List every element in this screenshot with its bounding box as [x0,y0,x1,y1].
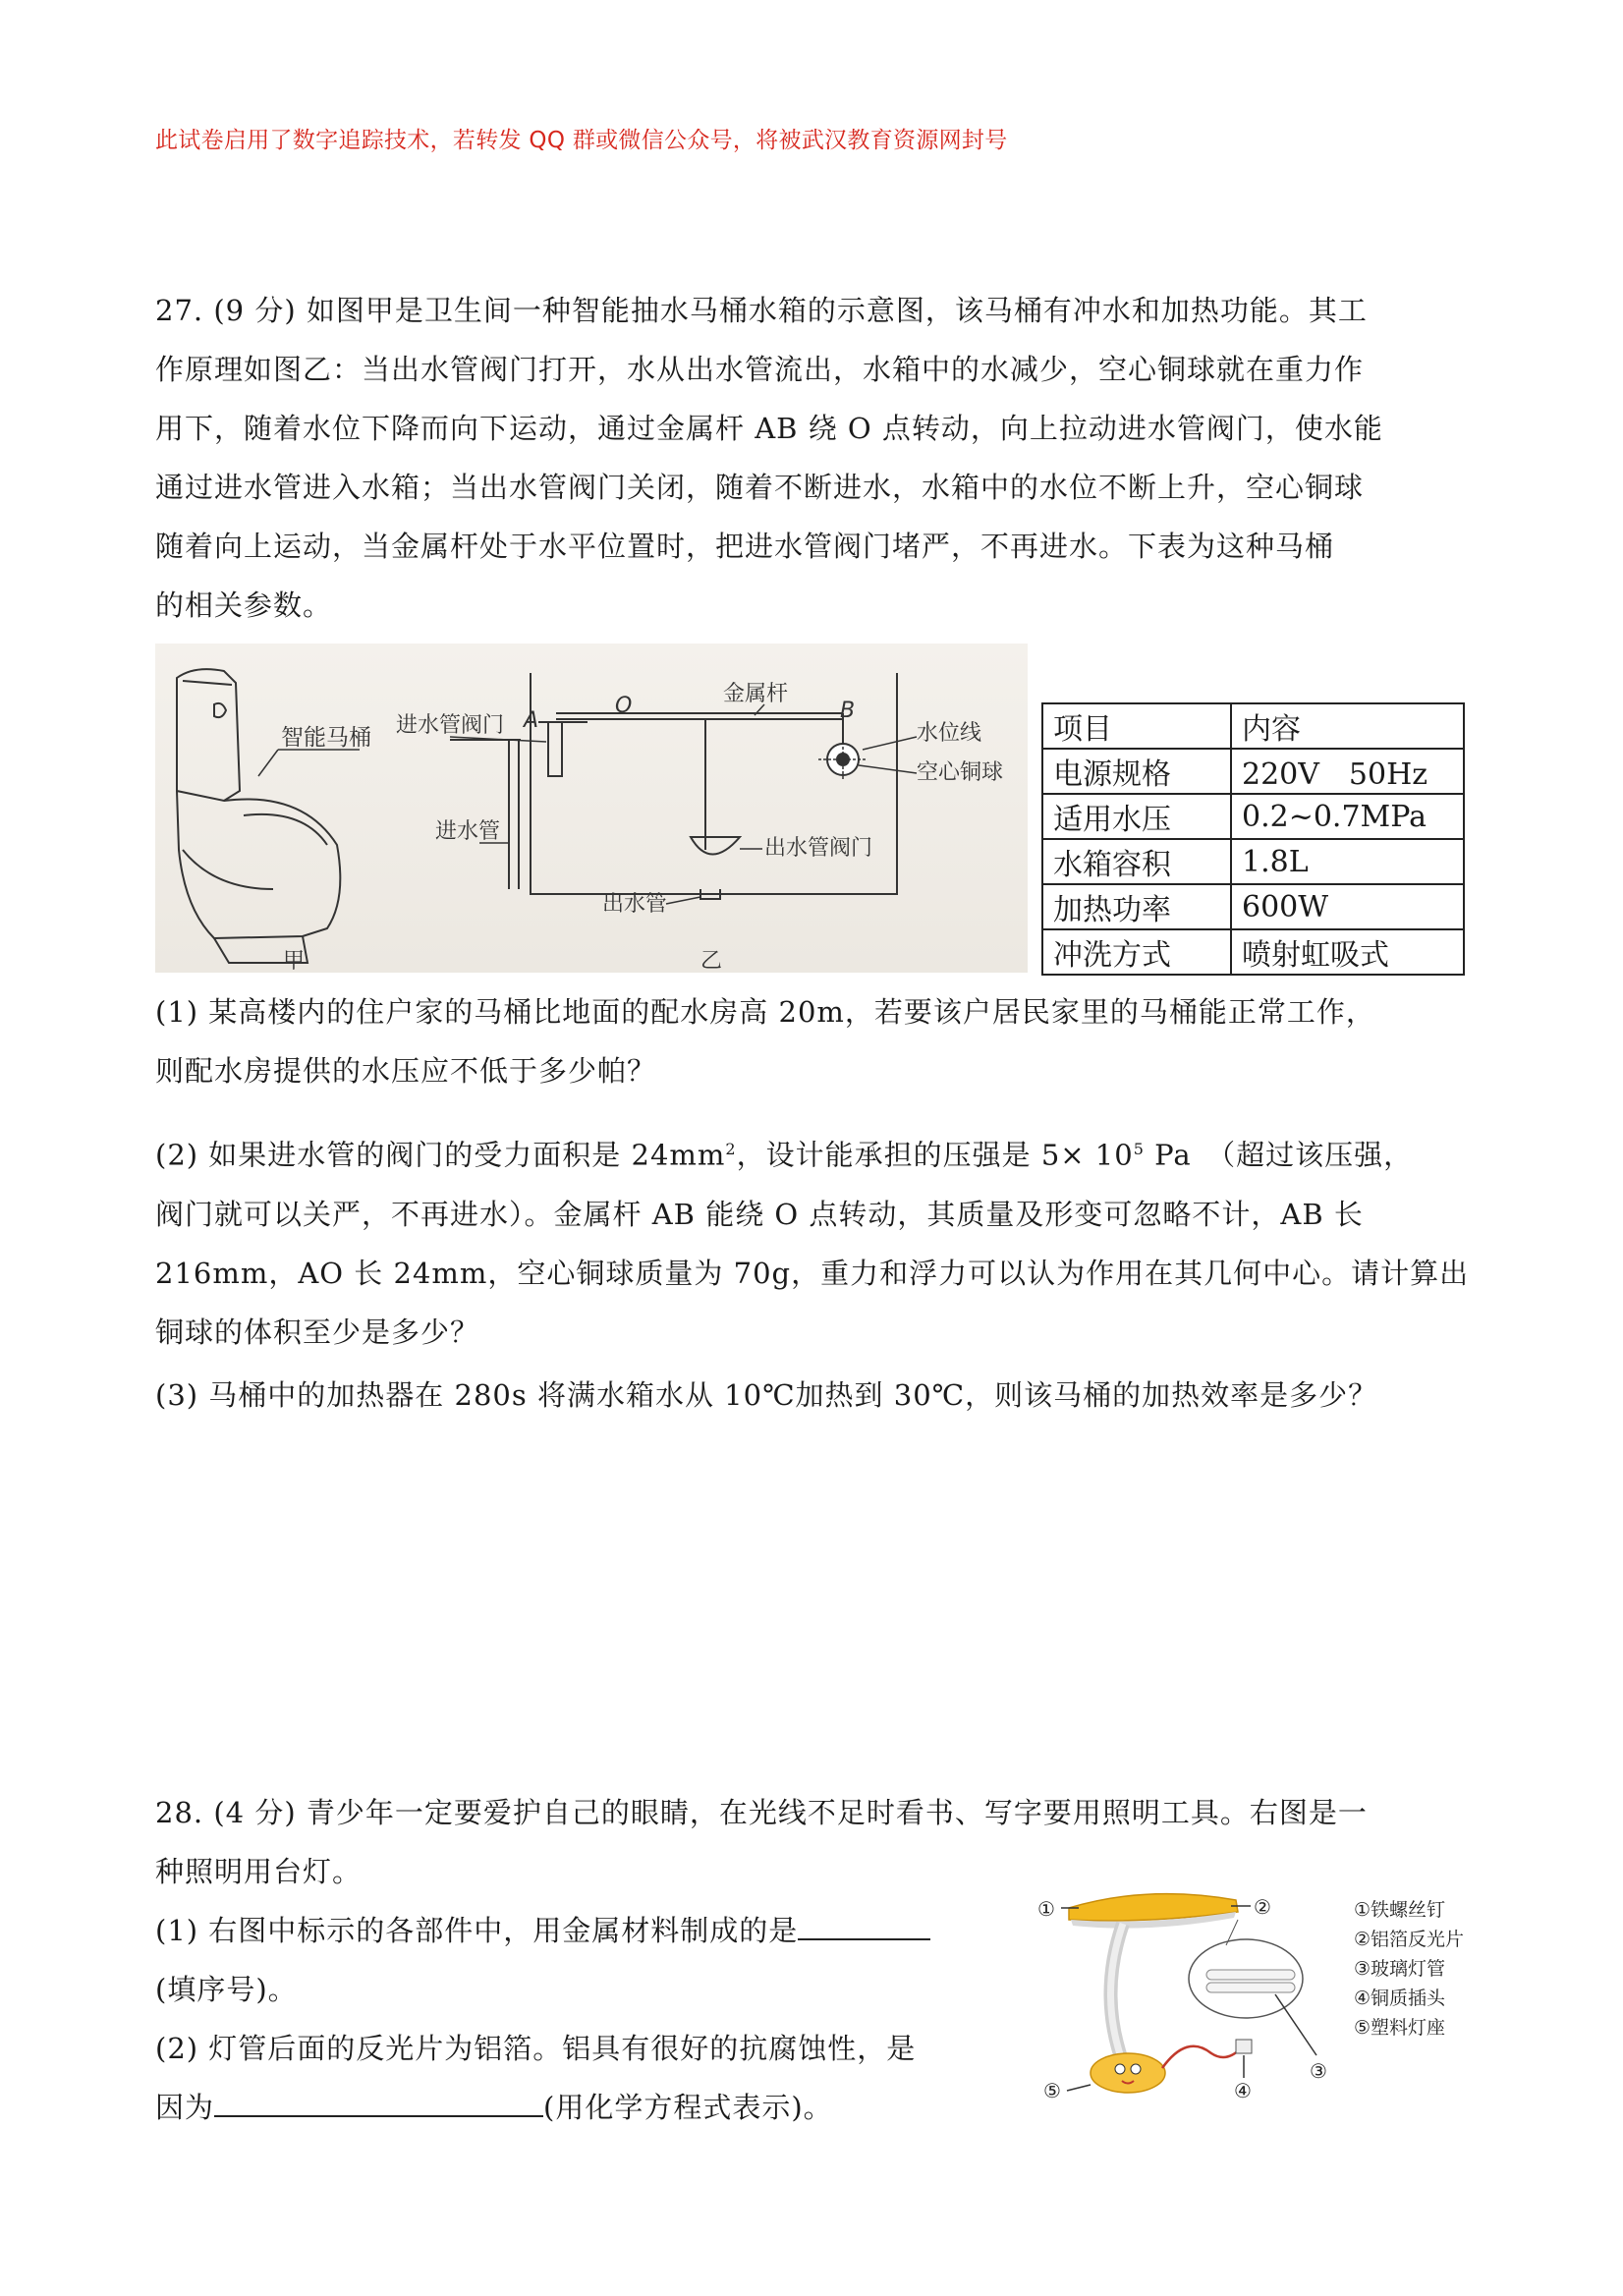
marker-5: ⑤ [1043,2079,1061,2102]
answer-blank-1[interactable] [798,1905,930,1940]
tank-schematic [450,673,897,899]
label-rod: 金属杆 [723,682,789,706]
label-ball: 空心铜球 [917,760,1004,785]
q27-sub3 [155,1366,1477,1425]
table-cell: 0.2~0.7MPa [1231,794,1464,839]
parameter-table [1041,702,1465,976]
q28-sub1-text: (1) 右图中标示的各部件中，用金属材料制成的是 [155,1914,799,1947]
table-cell: 内容 [1231,703,1464,749]
q28-sub2-line1: (2) 灯管后面的反光片为铝箔。铝具有很好的抗腐蚀性，是 [155,2032,917,2065]
toilet-tank-diagram [155,644,1028,973]
legend-item: ②铝箔反光片 [1354,1929,1465,1950]
q27-line: 用下，随着水位下降而向下运动，通过金属杆 AB 绕 O 点转动，向上拉动进水管阀门，使水能 [155,412,1383,445]
marker-1: ① [1037,1897,1055,1921]
legend-item: ④铜质插头 [1354,1988,1446,2009]
label-outlet-pipe: 出水管 [602,892,668,917]
marker-4: ④ [1234,2079,1252,2102]
label-A: A [524,708,539,733]
label-yi: 乙 [700,949,723,973]
table-row [1042,839,1464,884]
q27-line: 通过进水管进入水箱；当出水管阀门关闭，随着不断进水，水箱中的水位不断上升，空心铜球 [155,471,1365,504]
table-row [1042,703,1464,749]
q28-sub2-text: (用化学方程式表示)。 [543,2091,833,2124]
desk-lamp-figure [1030,1876,1501,2102]
answer-blank-2[interactable] [214,2082,543,2117]
table-cell: 1.8L [1231,839,1464,884]
q27-sub2 [155,1120,1477,1362]
superscript: 2 [725,1140,737,1158]
q28-sub1-line1 [155,1901,930,1960]
tracking-notice: 此试卷启用了数字追踪技术，若转发 QQ 群或微信公众号，将被武汉教育资源网封号 [155,128,1008,153]
table-cell: 水箱容积 [1042,839,1231,884]
q27-line: 作原理如图乙：当出水管阀门打开，水从出水管流出，水箱中的水减少，空心铜球就在重力作 [155,353,1365,386]
q27-sub3-line: (3) 马桶中的加热器在 280s 将满水箱水从 10℃加热到 30℃，则该马桶的加热效率是多少？ [155,1378,1378,1412]
toilet-sketch [177,669,340,963]
label-jia: 甲 [283,949,306,973]
q27-intro [155,281,1477,635]
q27-sub1 [155,982,1477,1100]
marker-3: ③ [1310,2059,1327,2083]
table-cell: 冲洗方式 [1042,929,1231,975]
q27-line: 随着向上运动，当金属杆处于水平位置时，把进水管阀门堵严，不再进水。下表为这种马桶 [155,530,1335,563]
q27-sub2-text: (2) 如果进水管的阀门的受力面积是 24mm [155,1138,726,1172]
table-row [1042,794,1464,839]
legend-item: ⑤塑料灯座 [1354,2017,1446,2039]
table-cell: 适用水压 [1042,794,1231,839]
legend-item: ③玻璃灯管 [1354,1958,1446,1980]
label-toilet: 智能马桶 [281,725,371,751]
table-cell: 加热功率 [1042,884,1231,929]
legend-item: ①铁螺丝钉 [1354,1899,1446,1921]
table-cell: 项目 [1042,703,1231,749]
label-inlet-pipe: 进水管 [435,819,501,844]
table-cell: 600W [1231,884,1464,929]
q27-sub2-line1 [155,1120,1477,1185]
q28-sub2-text: 因为 [155,2091,215,2124]
table-row [1042,884,1464,929]
q28-line2: 种照明用台灯。 [155,1855,363,1888]
toilet-tank-figure [155,644,1028,973]
q28-sub2-line2 [155,2078,833,2137]
q27-sub2-line: 铜球的体积至少是多少？ [155,1315,480,1349]
superscript: 5 [1133,1140,1145,1158]
label-outlet-valve: 出水管阀门 [764,836,873,861]
q27-sub2-text: Pa （超过该压强， [1144,1138,1414,1172]
q27-line: 的相关参数。 [155,588,333,622]
q28-line1: 28. (4 分) 青少年一定要爱护自己的眼睛，在光线不足时看书、写字要用照明工具。右图是一 [155,1796,1368,1829]
marker-2: ② [1254,1895,1271,1919]
table-row [1042,929,1464,975]
q27-sub1-line: (1) 某高楼内的住户家的马桶比地面的配水房高 20m，若要该户居民家里的马桶能正常工作， [155,995,1375,1029]
q28-sub1-line2: (填序号)。 [155,1973,298,2006]
desk-lamp-diagram [1030,1876,1501,2102]
label-waterline: 水位线 [917,721,982,746]
table-row [1042,749,1464,794]
q27-sub2-line: 阀门就可以关严，不再进水）。金属杆 AB 能绕 O 点转动，其质量及形变可忽略不计，AB 长 [155,1197,1364,1231]
q27-line: 27. (9 分) 如图甲是卫生间一种智能抽水马桶水箱的示意图，该马桶有冲水和加热功能。其工 [155,294,1368,327]
table-cell: 220V 50Hz [1231,749,1464,794]
q27-sub2-line: 216mm，AO 长 24mm，空心铜球质量为 70g，重力和浮力可以认为作用在其几何中心。请计算出 [155,1256,1470,1290]
table-cell: 电源规格 [1042,749,1231,794]
label-O: O [615,694,633,718]
q27-sub1-line: 则配水房提供的水压应不低于多少帕？ [155,1054,657,1088]
q27-sub2-text: ，设计能承担的压强是 5× 10 [736,1138,1134,1172]
label-inlet-valve: 进水管阀门 [396,713,505,738]
table-cell: 喷射虹吸式 [1231,929,1464,975]
label-B: B [840,699,856,723]
